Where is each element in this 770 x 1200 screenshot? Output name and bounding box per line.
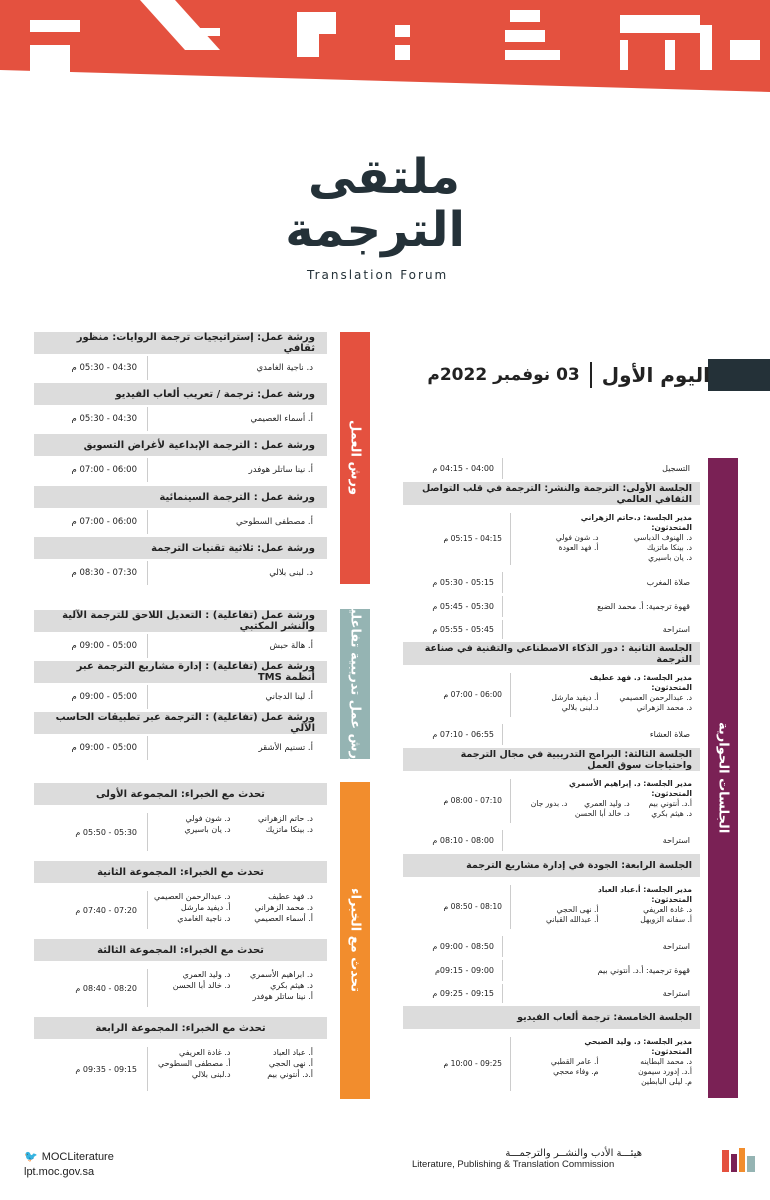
- schedule-item-registration: التسجيل 04:00 - 04:15 م: [403, 458, 700, 480]
- workshop-title: ورشة عمل: ترجمة / تعريب ألعاب الفيديو: [34, 383, 327, 405]
- logo-arabic-top: ملتقى: [307, 149, 460, 205]
- expert-group-row: د. حاتم الزهراني د. بينكا ماتزيك د. شون فولي د. يان باسيري 05:30 - 05:50 م: [34, 807, 327, 857]
- website-link[interactable]: lpt.moc.gov.sa: [24, 1166, 95, 1178]
- schedule-item-break: استراحة 08:00 - 08:10 م: [403, 830, 700, 852]
- side-label-experts: تحدث مع الخبراء: [340, 782, 370, 1099]
- schedule-item-isha: صلاة العشاء 06:55 - 07:10 م: [403, 724, 700, 746]
- interactive-row: أ. لينا الدجاني 05:00 - 09:00 م: [34, 685, 327, 709]
- workshop-row: د. ناجية الغامدي 04:30 - 05:30 م: [34, 356, 327, 380]
- workshop-row: أ. أسماء العصيمي 04:30 - 05:30 م: [34, 407, 327, 431]
- session-details: مدير الجلسة: د. إبراهيم الأسمري المتحدثون: أ.د. أنتوني بيم د. هيثم بكري د. وليد العمري د. خالد أبا الحسن د. بدور جان 07:10 - 08:00 م: [403, 773, 700, 829]
- org-name-ar: هيئـــة الأدب والنشــر والترجمـــة: [505, 1148, 642, 1159]
- expert-group-row: أ. عباد العباد أ. نهى الحجي أ.د. أنتوني بيم د. غادة العريفي أ. مصطفى السطوحي د.لبنى بلالي 09:15 - 09:35 م: [34, 1041, 327, 1097]
- workshop-row: أ. نينا ساتلر هوفدر 06:00 - 07:00 م: [34, 458, 327, 482]
- side-label-interactive: ورش عمل تدريبية تفاعلية: [340, 609, 370, 759]
- expert-group-row: د. ابراهيم الأسمري د. هيثم بكري أ. نينا ساتلر هوفدر د. وليد العمري د. خالد أبا الحسن 08:20 - 08:40 م: [34, 963, 327, 1013]
- workshop-title: ورشة عمل : الترجمة الإبداعية لأغراض التسويق: [34, 434, 327, 456]
- logo-english: Translation Forum: [307, 268, 449, 282]
- workshop-title: ورشة عمل: ثلاثية تقنيات الترجمة: [34, 537, 327, 559]
- side-label-workshops: ورش العمل: [340, 332, 370, 584]
- day-header: [420, 358, 710, 392]
- org-name-en: Literature, Publishing & Translation Commission: [412, 1159, 615, 1170]
- interactive-row: أ. هالة حبش 05:00 - 09:00 م: [34, 634, 327, 658]
- day-date: 03 نوفمبر 2022م: [427, 365, 580, 385]
- expert-group-title: تحدث مع الخبراء: المجموعة الثالثة: [34, 939, 327, 961]
- forum-logo: [285, 150, 485, 285]
- header-banner: [0, 0, 770, 92]
- expert-group-title: تحدث مع الخبراء: المجموعة الأولى: [34, 783, 327, 805]
- session-title: الجلسة الأولى: الترجمة والنشر: الترجمة في قلب التواصل الثقافي العالمي: [403, 482, 700, 506]
- expert-group-title: تحدث مع الخبراء: المجموعة الرابعة: [34, 1017, 327, 1039]
- footer-org: [412, 1148, 712, 1178]
- day-accent-bar: [708, 359, 770, 391]
- schedule-item-break: استراحة 08:50 - 09:00 م: [403, 936, 700, 958]
- session-title: الجلسة الرابعة: الجودة في إدارة مشاريع الترجمة: [403, 854, 700, 878]
- session-title: الجلسة الثانية : دور الذكاء الاصطناعي والتقنية في صناعة الترجمة: [403, 642, 700, 666]
- interactive-row: أ. تسنيم الأشقر 05:00 - 09:00 م: [34, 736, 327, 760]
- twitter-handle[interactable]: MOCLiterature: [41, 1150, 114, 1163]
- expert-group-title: تحدث مع الخبراء: المجموعة الثانية: [34, 861, 327, 883]
- session-title: الجلسة الخامسة: ترجمة ألعاب الفيديو: [403, 1006, 700, 1030]
- schedule-item-break: استراحة 05:45 - 05:55 م: [403, 620, 700, 640]
- logo-arabic-bottom: الترجمة: [285, 202, 465, 258]
- footer-contact: [24, 1150, 114, 1178]
- twitter-icon: 🐦: [24, 1151, 38, 1163]
- workshop-title: ورشة عمل : الترجمة السينمائية: [34, 486, 327, 508]
- session-details: مدير الجلسة: د.حاتم الزهراني المتحدثون: د. الهنوف الدباسي د. بينكا ماتزيك د. يان باسيري د. شون فولي أ. فهد العودة 04:15 - 05:15 م: [403, 507, 700, 571]
- schedule-item-break: استراحة 09:15 - 09:25 م: [403, 984, 700, 1004]
- schedule-item-coffee: قهوة ترجمية: أ.د. أنتوني بيم 09:00 - 09:15م: [403, 960, 700, 982]
- side-label-sessions: الجلسات الحوارية: [708, 458, 738, 1098]
- workshop-row: أ. مصطفى السطوحي 06:00 - 07:00 م: [34, 510, 327, 534]
- schedule-item-coffee: قهوة ترجمية: أ. محمد الضبع 05:30 - 05:45 م: [403, 596, 700, 618]
- commission-logo: [720, 1146, 758, 1174]
- session-title: الجلسة الثالثة: البرامج التدريبية في مجال الترجمة واحتياجات سوق العمل: [403, 748, 700, 772]
- interactive-title: ورشة عمل (تفاعلية) : الترجمة عبر تطبيقات الحاسب الآلي: [34, 712, 327, 734]
- day-label: اليوم الأول: [601, 363, 710, 387]
- session-details: مدير الجلسة: د. فهد عطيف المتحدثون: د. عبدالرحمن العصيمي د. محمد الزهراني أ. ديفيد مارشل د.لبنى بلالي 06:00 - 07:00 م: [403, 667, 700, 723]
- session-details: مدير الجلسة: د. وليد الصبحي المتحدثون: د. محمد البطاينه أ.د. إدورد سيمون م. ليلى البابطين أ. عامر القطبي م. وفاء محجي 09:25 - 10:00 م: [403, 1031, 700, 1097]
- schedule-item-maghrib: صلاة المغرب 05:15 - 05:30 م: [403, 572, 700, 594]
- session-details: مدير الجلسة: أ.عباد العباد المتحدثون: د. غادة العريفي أ. سفانه الزويهل أ. نهى الحجي أ. عبدالله القباني 08:10 - 08:50 م: [403, 879, 700, 935]
- day-separator: [590, 362, 592, 388]
- workshop-title: ورشة عمل: إستراتيجيات ترجمة الروايات: منظور ثقافي: [34, 332, 327, 354]
- expert-group-row: د. فهد عطيف د. محمد الزهراني أ. أسماء العصيمي د. عبدالرحمن العصيمي أ. ديفيد مارشل د. ناجية الغامدي 07:20 - 07:40 م: [34, 885, 327, 935]
- workshop-row: د. لبنى بلالي 07:30 - 08:30 م: [34, 561, 327, 585]
- interactive-title: ورشة عمل (تفاعلية) : التعديل اللاحق للترجمة الآلية والنشر المكتبي: [34, 610, 327, 632]
- interactive-title: ورشة عمل (تفاعلية) : إدارة مشاريع الترجمة عبر أنظمة TMS: [34, 661, 327, 683]
